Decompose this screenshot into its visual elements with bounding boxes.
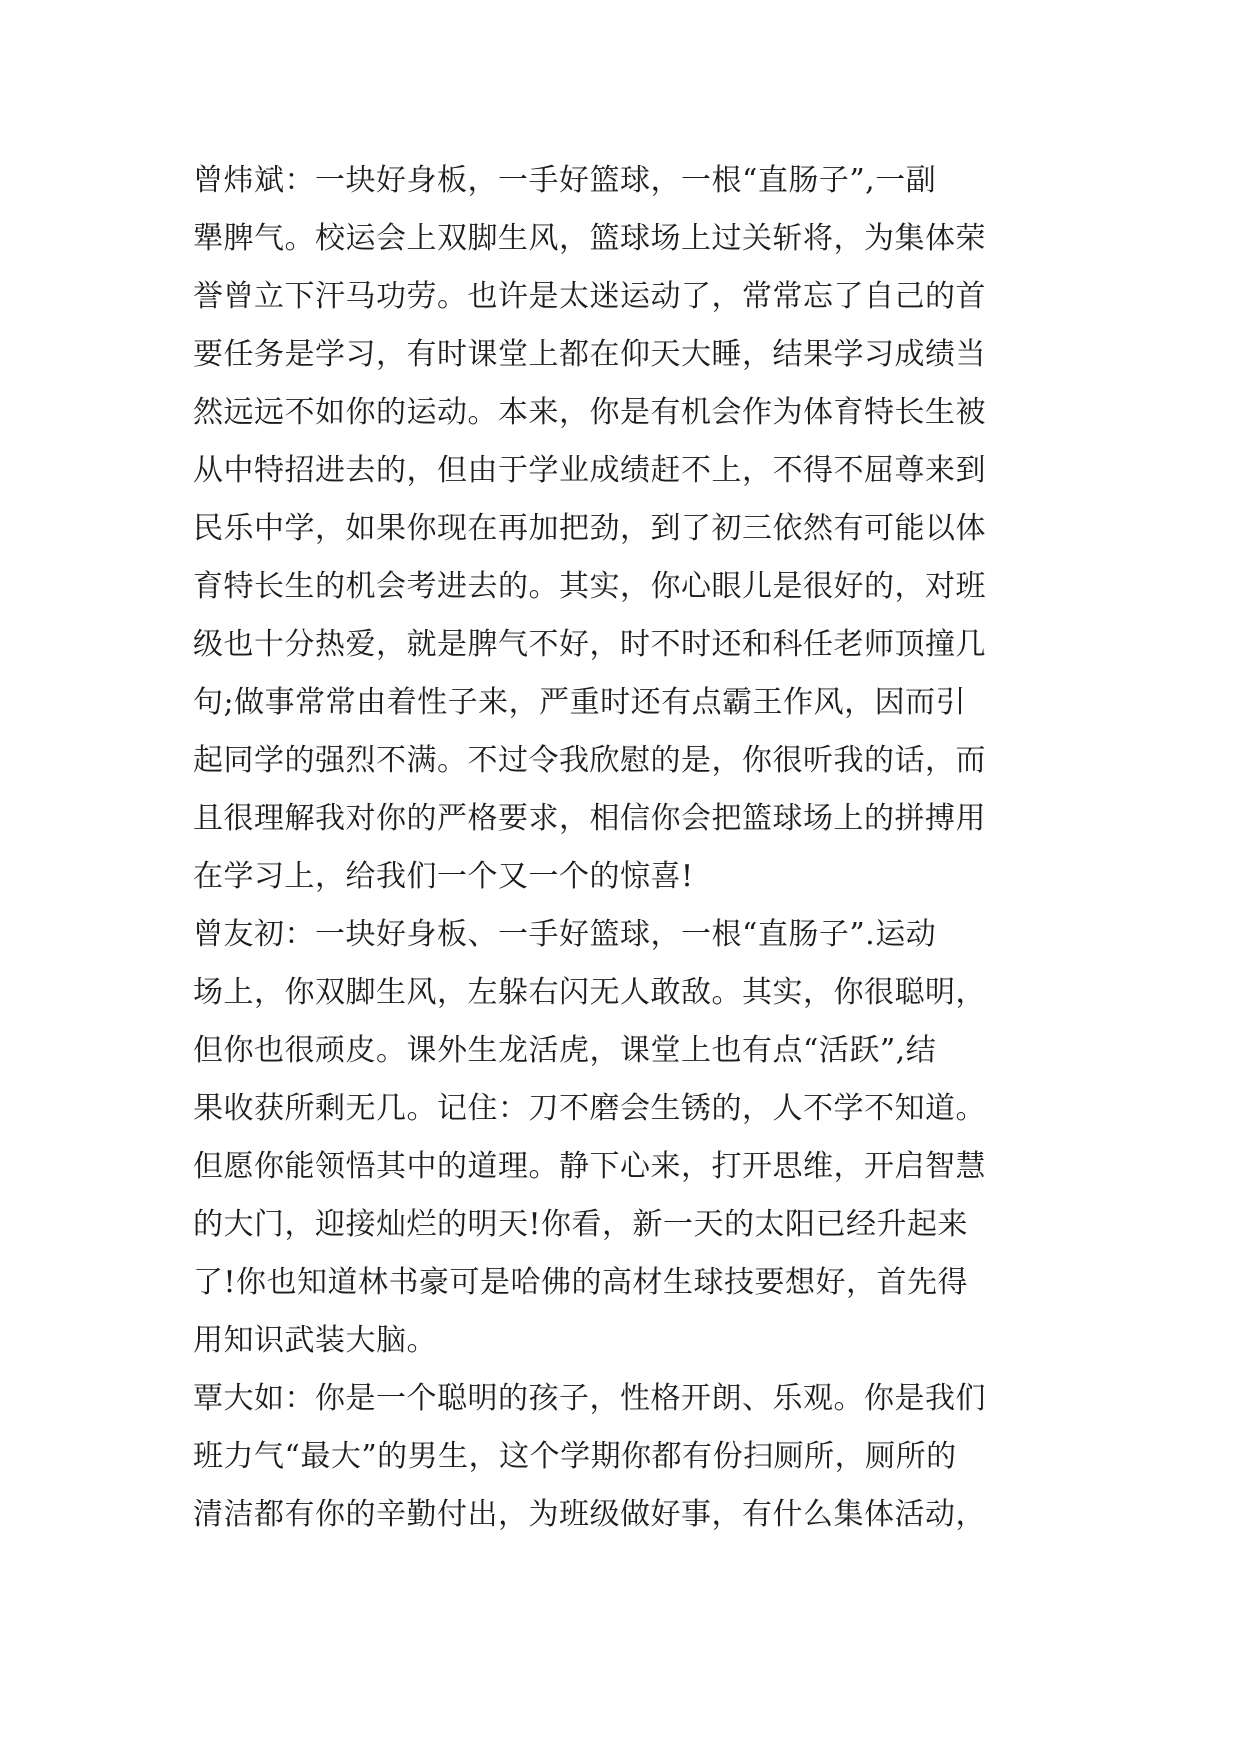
text-line: 誉曾立下汗马功劳。也许是太迷运动了，常常忘了自己的首: [193, 279, 986, 314]
text-line: 但愿你能领悟其中的道理。静下心来，打开思维，开启智慧: [193, 1149, 986, 1184]
text-line: 用知识武装大脑。: [193, 1323, 437, 1358]
text-line: 场上，你双脚生风，左躲右闪无人敢敌。其实，你很聪明，: [193, 975, 986, 1010]
text-line: 犟脾气。校运会上双脚生风，篮球场上过关斩将，为集体荣: [193, 221, 986, 256]
text-line: 要任务是学习，有时课堂上都在仰天大睡，结果学习成绩当: [193, 337, 986, 372]
text-line: 的大门，迎接灿烂的明天!你看，新一天的太阳已经升起来: [193, 1207, 969, 1242]
text-line: 清洁都有你的辛勤付出，为班级做好事，有什么集体活动，: [193, 1497, 986, 1532]
text-line: 班力气“最大”的男生，这个学期你都有份扫厕所，厕所的: [193, 1439, 957, 1474]
text-line: 民乐中学，如果你现在再加把劲，到了初三依然有可能以体: [193, 511, 986, 546]
text-line: 了!你也知道林书豪可是哈佛的高材生球技要想好，首先得: [193, 1265, 969, 1300]
text-line: 级也十分热爱，就是脾气不好，时不时还和科任老师顶撞几: [193, 627, 986, 662]
text-line: 但你也很顽皮。课外生龙活虎，课堂上也有点“活跃”,结: [193, 1033, 937, 1068]
text-line: 果收获所剩无几。记住：刀不磨会生锈的，人不学不知道。: [193, 1091, 986, 1126]
text-line: 从中特招进去的，但由于学业成绩赶不上，不得不屈尊来到: [193, 453, 986, 488]
text-line: 句;做事常常由着性子来，严重时还有点霸王作风，因而引: [193, 685, 967, 720]
text-line: 然远远不如你的运动。本来，你是有机会作为体育特长生被: [193, 395, 986, 430]
text-line: 在学习上，给我们一个又一个的惊喜!: [193, 859, 694, 894]
text-line: 育特长生的机会考进去的。其实，你心眼儿是很好的，对班: [193, 569, 986, 604]
text-line: 且很理解我对你的严格要求，相信你会把篮球场上的拼搏用: [193, 801, 986, 836]
text-line: 曾友初：一块好身板、一手好篮球，一根“直肠子”.运动: [193, 917, 937, 952]
text-line: 起同学的强烈不满。不过令我欣慰的是，你很听我的话，而: [193, 743, 986, 778]
text-line: 曾炜斌：一块好身板，一手好篮球，一根“直肠子”,一副: [193, 163, 937, 198]
document-body: [193, 152, 1073, 1544]
text-line: 覃大如：你是一个聪明的孩子，性格开朗、乐观。你是我们: [193, 1381, 986, 1416]
